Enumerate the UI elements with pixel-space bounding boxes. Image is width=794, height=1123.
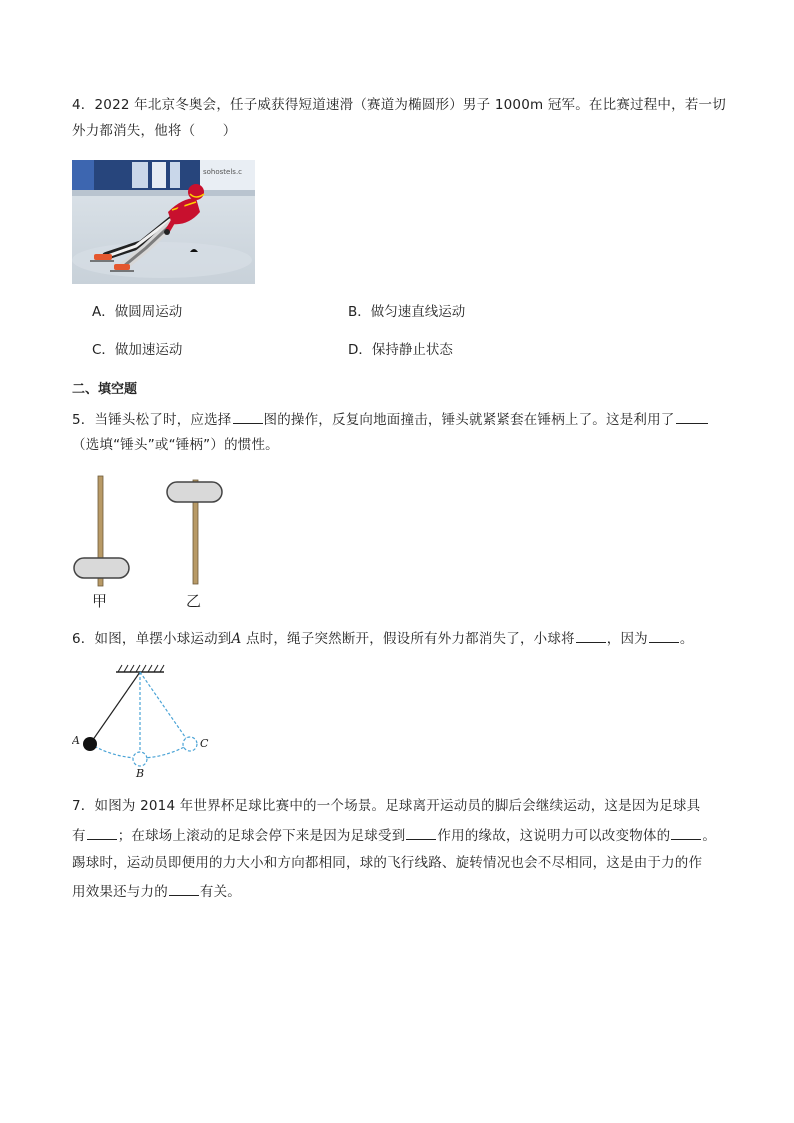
- q4-option-c: C．做加速运动: [92, 342, 183, 358]
- q4-line2: 外力都消失，他将（ ）: [72, 123, 237, 139]
- hammer-yi-head: [167, 482, 222, 502]
- label-point-a: A: [72, 734, 80, 747]
- pendulum-ball-c: [183, 737, 197, 751]
- label-jia: 甲: [92, 592, 108, 610]
- q5-line2: （选填“锤头”或“锤柄”）的惯性。: [72, 437, 279, 453]
- label-yi: 乙: [186, 592, 202, 610]
- hammer-jia-head: [74, 558, 129, 578]
- q7-text-d: 。: [702, 828, 717, 844]
- skater-illustration: [72, 160, 255, 284]
- q7-text-c: 作用的缘故，这说明力可以改变物体的: [437, 828, 671, 844]
- q7-text-b: ；在球场上滚动的足球会停下来是因为足球受到: [117, 828, 406, 844]
- q5-text-b: 图的操作，反复向地面撞击，锤头就紧紧套在锤柄上了。这是利用了: [263, 412, 675, 428]
- q6-blank-1: [576, 629, 606, 643]
- q6-text-d: 。: [679, 631, 694, 647]
- pendulum-diagram: [72, 662, 222, 782]
- q7-text-a: 有: [72, 828, 86, 844]
- q6-blank-2: [649, 629, 679, 643]
- q7-line4: [72, 882, 241, 901]
- banner-text: sohostels.c: [203, 168, 243, 176]
- q5-text-a: 5．当锤头松了时，应选择: [72, 412, 232, 428]
- q7-line2: [72, 826, 716, 845]
- q7-blank-3: [671, 826, 701, 840]
- section-title: 二、填空题: [72, 382, 138, 397]
- q4-option-b: B．做匀速直线运动: [348, 304, 466, 320]
- q4-line1: 4．2022 年北京冬奥会，任子威获得短道速滑（赛道为椭圆形）男子 1000m 冠军。在比赛过程中，若一切: [72, 97, 726, 113]
- q7-blank-4: [169, 882, 199, 896]
- q5-blank-1: [233, 410, 263, 424]
- q4-option-d: D．保持静止状态: [348, 342, 453, 358]
- skater-photo: [72, 160, 255, 284]
- q7-text-f: 有关。: [199, 884, 242, 900]
- q6-line1: [72, 629, 694, 648]
- q5-blank-2: [676, 410, 708, 424]
- q6-point-a: A: [231, 631, 242, 647]
- q4-option-a: A．做圆周运动: [92, 304, 183, 320]
- hammer-diagram: [72, 472, 232, 587]
- q6-text-b: 点时，绳子突然断开，假设所有外力都消失了，小球将: [241, 631, 575, 647]
- q6-text-a: 6．如图，单摆小球运动到: [72, 631, 232, 647]
- q7-blank-2: [406, 826, 436, 840]
- q7-text-e: 用效果还与力的: [72, 884, 168, 900]
- label-point-c: C: [200, 737, 209, 750]
- q7-line1: 7．如图为 2014 年世界杯足球比赛中的一个场景。足球离开运动员的脚后会继续运动，这是因为足球具: [72, 798, 701, 814]
- label-point-b: B: [136, 767, 145, 780]
- pendulum-ball-b: [133, 752, 147, 766]
- q5-line1: [72, 410, 709, 429]
- q7-line3: 踢球时，运动员即便用的力大小和方向都相同，球的飞行线路、旋转情况也会不尽相同，这是由于力的作: [72, 855, 703, 871]
- q6-text-c: ，因为: [606, 631, 648, 647]
- pendulum-ball-a: [83, 737, 97, 751]
- q7-blank-1: [87, 826, 117, 840]
